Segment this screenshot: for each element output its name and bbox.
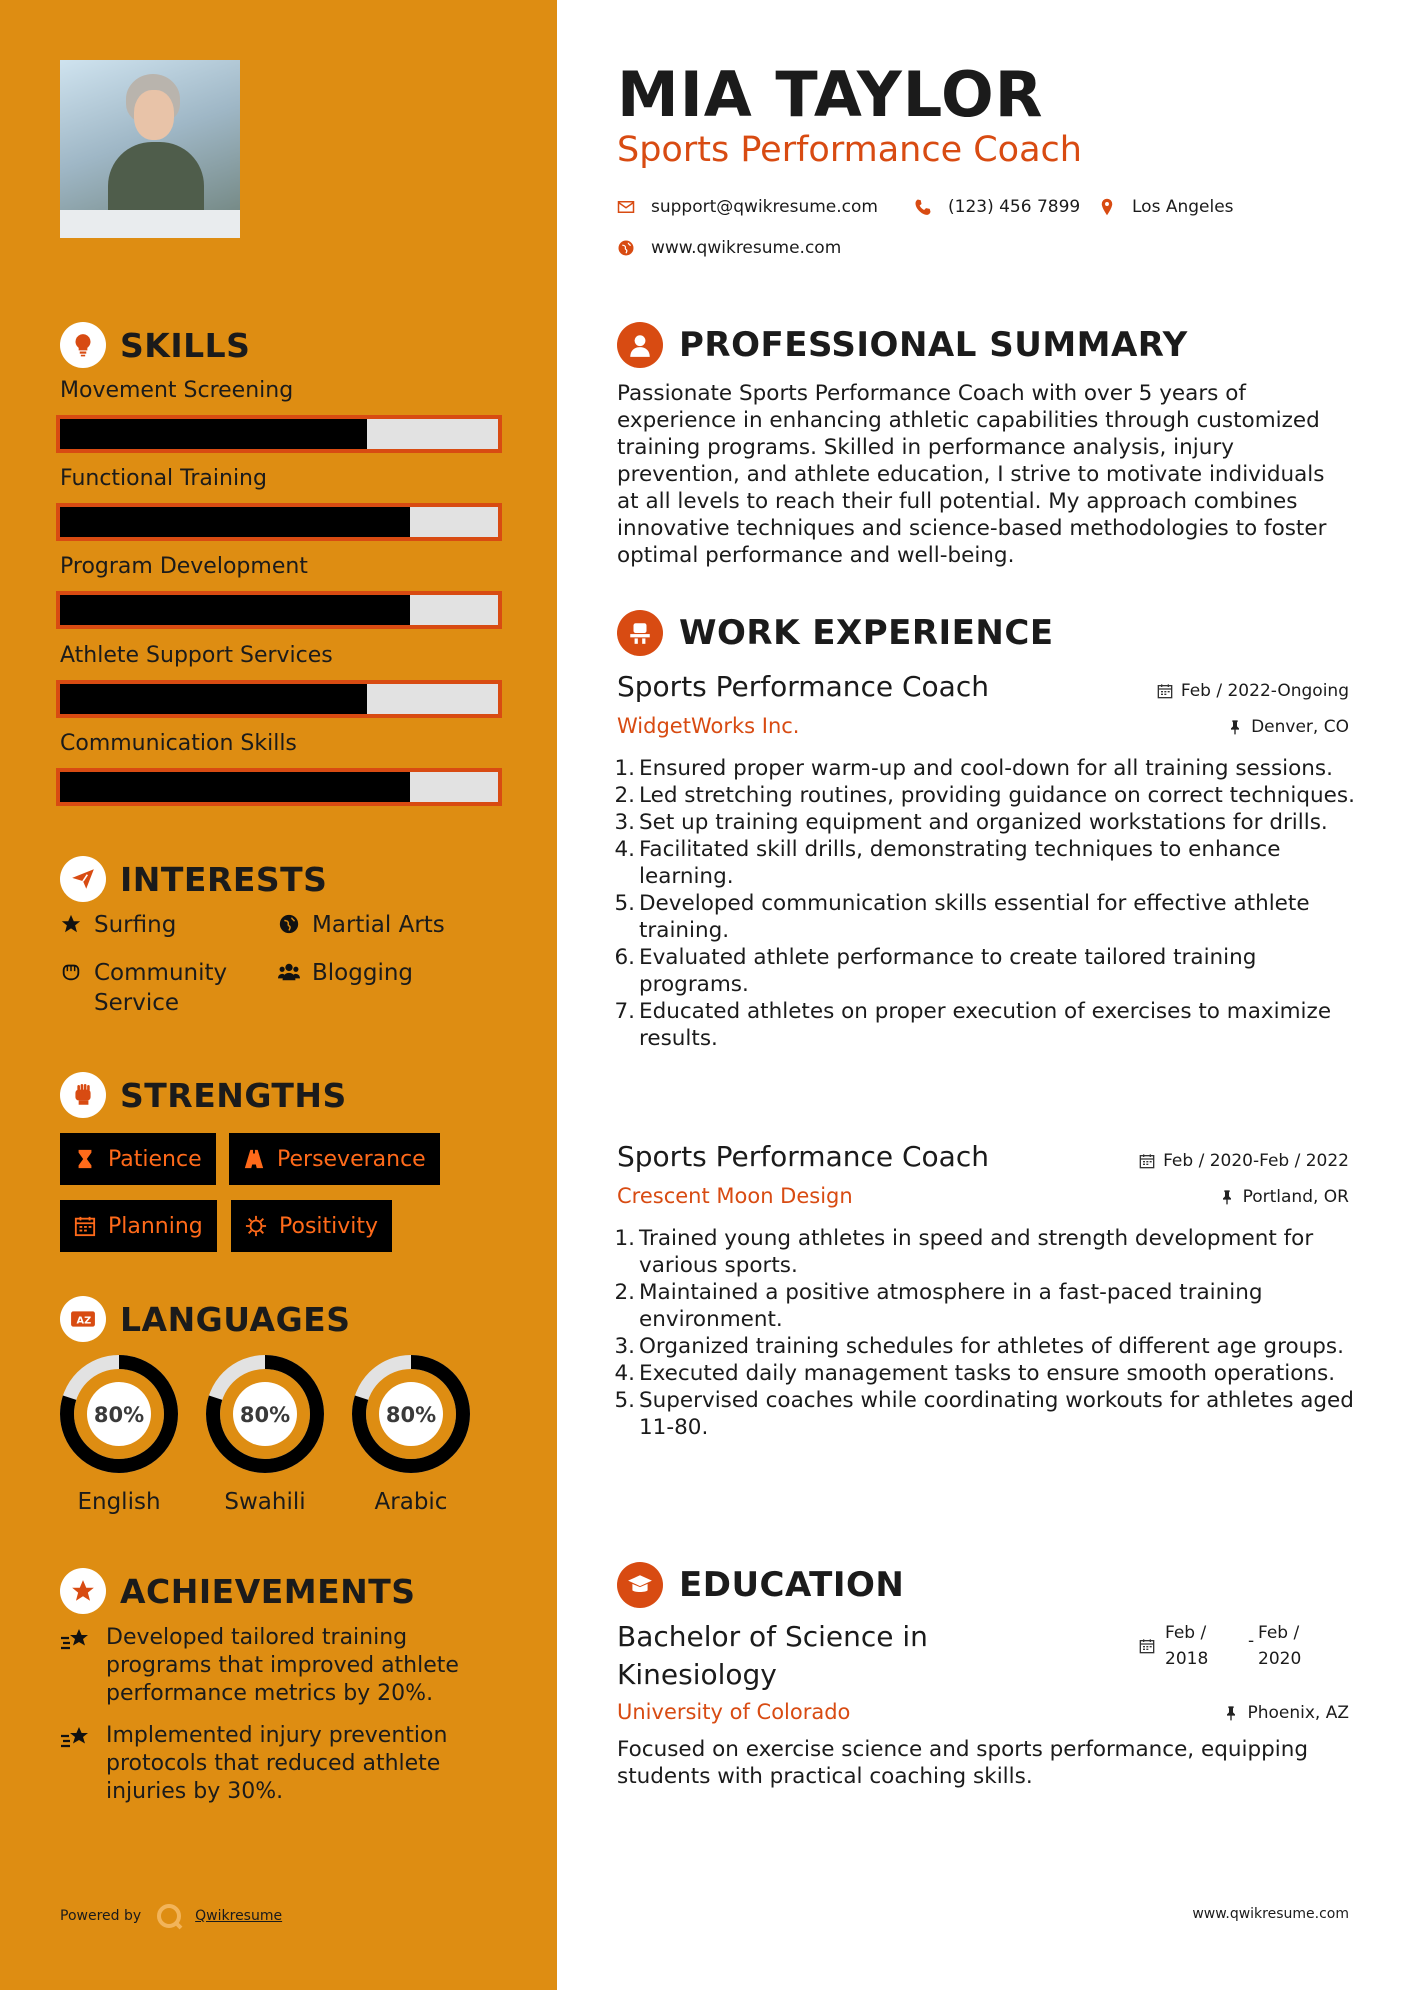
job-dates [1139,1151,1349,1171]
phone-text: (123) 456 7899 [948,197,1081,217]
skill-label: Functional Training [60,466,267,491]
shooting-star-icon [60,1724,92,1752]
achievement-item [60,1722,480,1806]
language-percent: 80% [385,1403,437,1427]
users-icon [278,961,300,983]
hand-icon [60,961,82,983]
calendar-icon [74,1215,96,1237]
skill-label: Movement Screening [60,378,294,403]
pushpin-icon [1223,1705,1239,1721]
calendar-icon [1139,1638,1155,1654]
strength-label: Positivity [279,1213,379,1239]
candidate-name: MIA TAYLOR [617,58,1044,131]
job-location [1227,717,1349,737]
skill-bar-fill [60,419,367,449]
pushpin-icon [1219,1189,1235,1205]
skill-bar [56,415,502,453]
strength-tag [229,1133,440,1185]
achievements-heading [60,1568,416,1614]
education-location-text: Phoenix, AZ [1247,1703,1349,1723]
education-end: Feb / 2020 [1258,1623,1302,1669]
star-icon [60,913,82,935]
user-icon [617,322,663,368]
svg-text:Z: Z [84,1315,92,1327]
list-item: 1. Ensured proper warm-up and cool-down for all training sessions. [614,756,1333,781]
list-item: 3. Set up training equipment and organized workstations for drills. [614,810,1328,835]
candidate-role: Sports Performance Coach [617,130,1082,170]
location-text: Los Angeles [1132,197,1234,217]
interest-item [60,958,260,1018]
language-percent: 80% [93,1403,145,1427]
language-item [350,1353,472,1515]
briefcase-icon [617,610,663,656]
interest-label: Community Service [94,960,228,1016]
list-item: 3. Organized training schedules for athletes of different age groups. [614,1334,1344,1359]
globe-icon [278,913,300,935]
qwikresume-link[interactable]: Qwikresume [195,1908,283,1924]
skills-heading [60,322,250,368]
contact-website [617,238,841,258]
language-ring [58,1353,180,1475]
language-ring [350,1353,472,1475]
bullet-text: Developed communication skills essential for effective athlete training. [639,891,1310,943]
skill-bar [56,680,502,718]
skill-bar-fill [60,772,410,802]
job-location-text: Denver, CO [1251,717,1349,737]
achievement-item [60,1624,480,1708]
bullet-text: Facilitated skill drills, demonstrating techniques to enhance learning. [639,837,1281,889]
pushpin-icon [1227,719,1243,735]
list-item: 7. Educated athletes on proper execution of exercises to maximize results. [612,998,1357,1052]
bullet-text: Ensured proper warm-up and cool-down for all training sessions. [639,756,1333,781]
experience-heading [617,610,1054,656]
bullet-text: Trained young athletes in speed and strength development for various sports. [639,1226,1314,1278]
summary-title: PROFESSIONAL SUMMARY [679,325,1188,365]
education-start: Feb / 2018 [1165,1623,1209,1669]
interest-label: Martial Arts [312,912,445,938]
skill-bar-fill [60,595,410,625]
paper-plane-icon [60,856,106,902]
map-pin-icon [1098,198,1116,216]
list-item: 2. Led stretching routines, providing guidance on correct techniques. [614,783,1355,808]
bullet-text: Set up training equipment and organized workstations for drills. [639,810,1328,835]
job-location [1219,1187,1349,1207]
language-percent: 80% [239,1403,291,1427]
skill-bar [56,591,502,629]
summary-text: Passionate Sports Performance Coach with over 5 years of experience in enhancing athletic capabilities through customized training programs. Skilled in performance analysis, injury prevention, and athlete education, I strive to motivate individuals at all levels to reach their full potential. My approach combines innovative techniques and science-based methodologies to foster optimal performance and well-being. [617,381,1327,568]
job-title: Sports Performance Coach [617,1140,989,1173]
language-ring [204,1353,326,1475]
calendar-icon [1157,683,1173,699]
bullet-text: Maintained a positive atmosphere in a fast-paced training environment. [639,1280,1263,1332]
skill-bar-fill [60,684,367,714]
job-bullets [612,1225,1357,1441]
education-description: Focused on exercise science and sports performance, equipping students with practical coaching skills. [617,1737,1308,1789]
languages-heading [60,1296,351,1342]
bullet-text: Educated athletes on proper execution of exercises to maximize results. [639,999,1332,1051]
shooting-star-icon [60,1626,92,1654]
lightbulb-icon [60,322,106,368]
road-icon [243,1148,265,1170]
contact-location [1098,197,1234,217]
footer-url[interactable]: www.qwikresume.com [1192,1906,1349,1922]
bullet-text: Evaluated athlete performance to create tailored training programs. [639,945,1257,997]
language-name: Arabic [374,1489,448,1515]
job-dates-text: Feb / 2022-Ongoing [1180,681,1349,701]
profile-photo [60,60,240,238]
list-item: 4. Executed daily management tasks to ensure smooth operations. [614,1361,1336,1386]
list-item: 5. Developed communication skills essential for effective athlete training. [612,890,1357,944]
skill-bar-fill [60,507,410,537]
strength-label: Perseverance [277,1146,426,1172]
bullet-text: Led stretching routines, providing guidance on correct techniques. [639,783,1355,808]
language-item [58,1353,180,1515]
job-location-text: Portland, OR [1242,1187,1349,1207]
website-text[interactable]: www.qwikresume.com [651,238,842,258]
skill-label: Program Development [60,554,308,579]
list-item: 5. Supervised coaches while coordinating workouts for athletes aged 11-80. [612,1387,1357,1441]
bullet-text: Supervised coaches while coordinating workouts for athletes aged 11-80. [639,1388,1354,1440]
summary-heading [617,322,1188,368]
company-name: WidgetWorks Inc. [617,714,800,738]
list-item: 1. Trained young athletes in speed and strength development for various sports. [612,1225,1357,1279]
interests-heading [60,856,327,902]
strengths-heading [60,1072,347,1118]
interest-item [60,910,176,940]
globe-icon [617,239,635,257]
interest-item [278,910,445,940]
sidebar [0,0,557,1990]
svg-text:A: A [76,1315,85,1327]
education-title: EDUCATION [679,1565,905,1605]
interest-label: Blogging [312,960,414,986]
fist-icon [60,1072,106,1118]
achievements-title: ACHIEVEMENTS [120,1571,416,1611]
strengths-title: STRENGTHS [120,1075,347,1115]
strength-tag [60,1133,216,1185]
language-icon [60,1296,106,1342]
calendar-icon [1139,1153,1155,1169]
list-item: 2. Maintained a positive atmosphere in a fast-paced training environment. [612,1279,1357,1333]
qwikresume-logo-icon [155,1902,183,1930]
hourglass-icon [74,1148,96,1170]
skill-label: Athlete Support Services [60,643,333,668]
strength-label: Planning [108,1213,203,1239]
email-text[interactable]: support@qwikresume.com [651,197,878,217]
skill-label: Communication Skills [60,731,297,756]
contact-phone [914,197,1080,217]
school-name: University of Colorado [617,1700,851,1724]
achievement-text: Implemented injury prevention protocols that reduced athlete injuries by 30%. [106,1723,448,1804]
powered-by [60,1902,282,1930]
envelope-icon [617,198,635,216]
list-item: 6. Evaluated athlete performance to create tailored training programs. [612,944,1357,998]
degree-title: Bachelor of Science in Kinesiology [617,1620,928,1691]
languages-title: LANGUAGES [120,1299,351,1339]
interest-label: Surfing [94,912,177,938]
education-heading [617,1562,904,1608]
bullet-text: Executed daily management tasks to ensure smooth operations. [639,1361,1336,1386]
achievement-text: Developed tailored training programs that improved athlete performance metrics by 20%. [106,1625,459,1706]
language-name: Swahili [224,1489,306,1515]
star-badge-icon [60,1568,106,1614]
graduation-cap-icon [617,1562,663,1608]
skill-bar [56,503,502,541]
powered-by-label: Powered by [60,1908,142,1924]
job-title: Sports Performance Coach [617,670,989,703]
phone-icon [914,198,932,216]
sun-icon [245,1215,267,1237]
job-bullets [612,755,1357,1052]
company-name: Crescent Moon Design [617,1184,853,1208]
strength-tag [231,1200,392,1252]
education-location [1223,1703,1349,1723]
job-dates-text: Feb / 2020-Feb / 2022 [1163,1151,1349,1171]
job-dates [1157,681,1349,701]
skill-bar [56,768,502,806]
interests-title: INTERESTS [120,859,328,899]
interest-item [278,958,413,988]
bullet-text: Organized training schedules for athletes of different age groups. [639,1334,1344,1359]
strength-label: Patience [108,1146,202,1172]
strength-tag [60,1200,217,1252]
education-end-prefix: - [1248,1631,1255,1651]
contact-email [617,197,878,217]
language-item [204,1353,326,1515]
experience-title: WORK EXPERIENCE [679,613,1054,653]
list-item: 4. Facilitated skill drills, demonstrating techniques to enhance learning. [612,836,1357,890]
language-name: English [77,1489,161,1515]
skills-title: SKILLS [120,325,251,365]
